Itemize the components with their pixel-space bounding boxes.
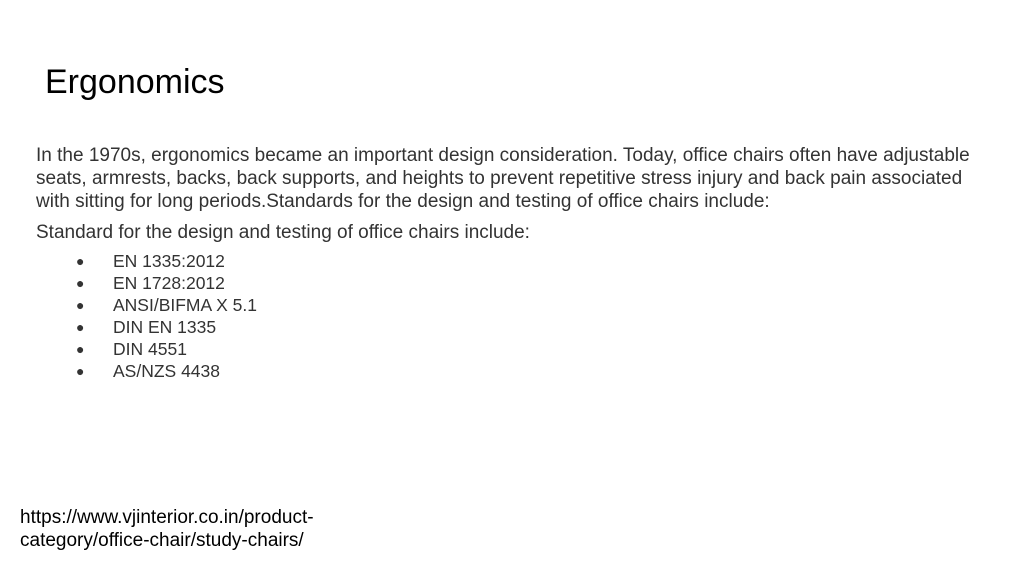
source-link: [20, 506, 380, 552]
slide-body: [36, 144, 986, 382]
list-item: [36, 338, 986, 360]
standard-label: EN 1335:2012: [113, 251, 225, 271]
standard-label: DIN EN 1335: [113, 317, 217, 337]
bullet-icon: ●: [76, 297, 85, 313]
slide-title: Ergonomics: [45, 63, 225, 101]
bullet-icon: ●: [76, 363, 85, 379]
list-item: [36, 316, 986, 338]
standards-list: [36, 250, 986, 382]
source-url-line-2: category/office-chair/study-chairs/: [20, 530, 304, 551]
bullet-icon: ●: [76, 275, 85, 291]
standard-label: ANSI/BIFMA X 5.1: [113, 295, 257, 315]
source-url-line-1: https://www.vjinterior.co.in/product-: [20, 507, 314, 528]
bullet-icon: ●: [76, 341, 85, 357]
intro-paragraph: In the 1970s, ergonomics became an important design consideration. Today, office chairs often have adjustable seats, armrests, backs, back supports, and heights to prevent repetitive stress injury and back pain associated with sitting for long periods.Standards for the design and testing of office chairs include:: [36, 145, 970, 212]
standard-label: DIN 4551: [113, 339, 187, 359]
list-item: [36, 250, 986, 272]
standard-label: EN 1728:2012: [113, 273, 225, 293]
bullet-icon: ●: [76, 253, 85, 269]
standard-label: AS/NZS 4438: [113, 361, 220, 381]
list-item: [36, 272, 986, 294]
list-item: [36, 360, 986, 382]
standards-intro-paragraph: Standard for the design and testing of office chairs include:: [36, 222, 530, 243]
bullet-icon: ●: [76, 319, 85, 335]
list-item: [36, 294, 986, 316]
